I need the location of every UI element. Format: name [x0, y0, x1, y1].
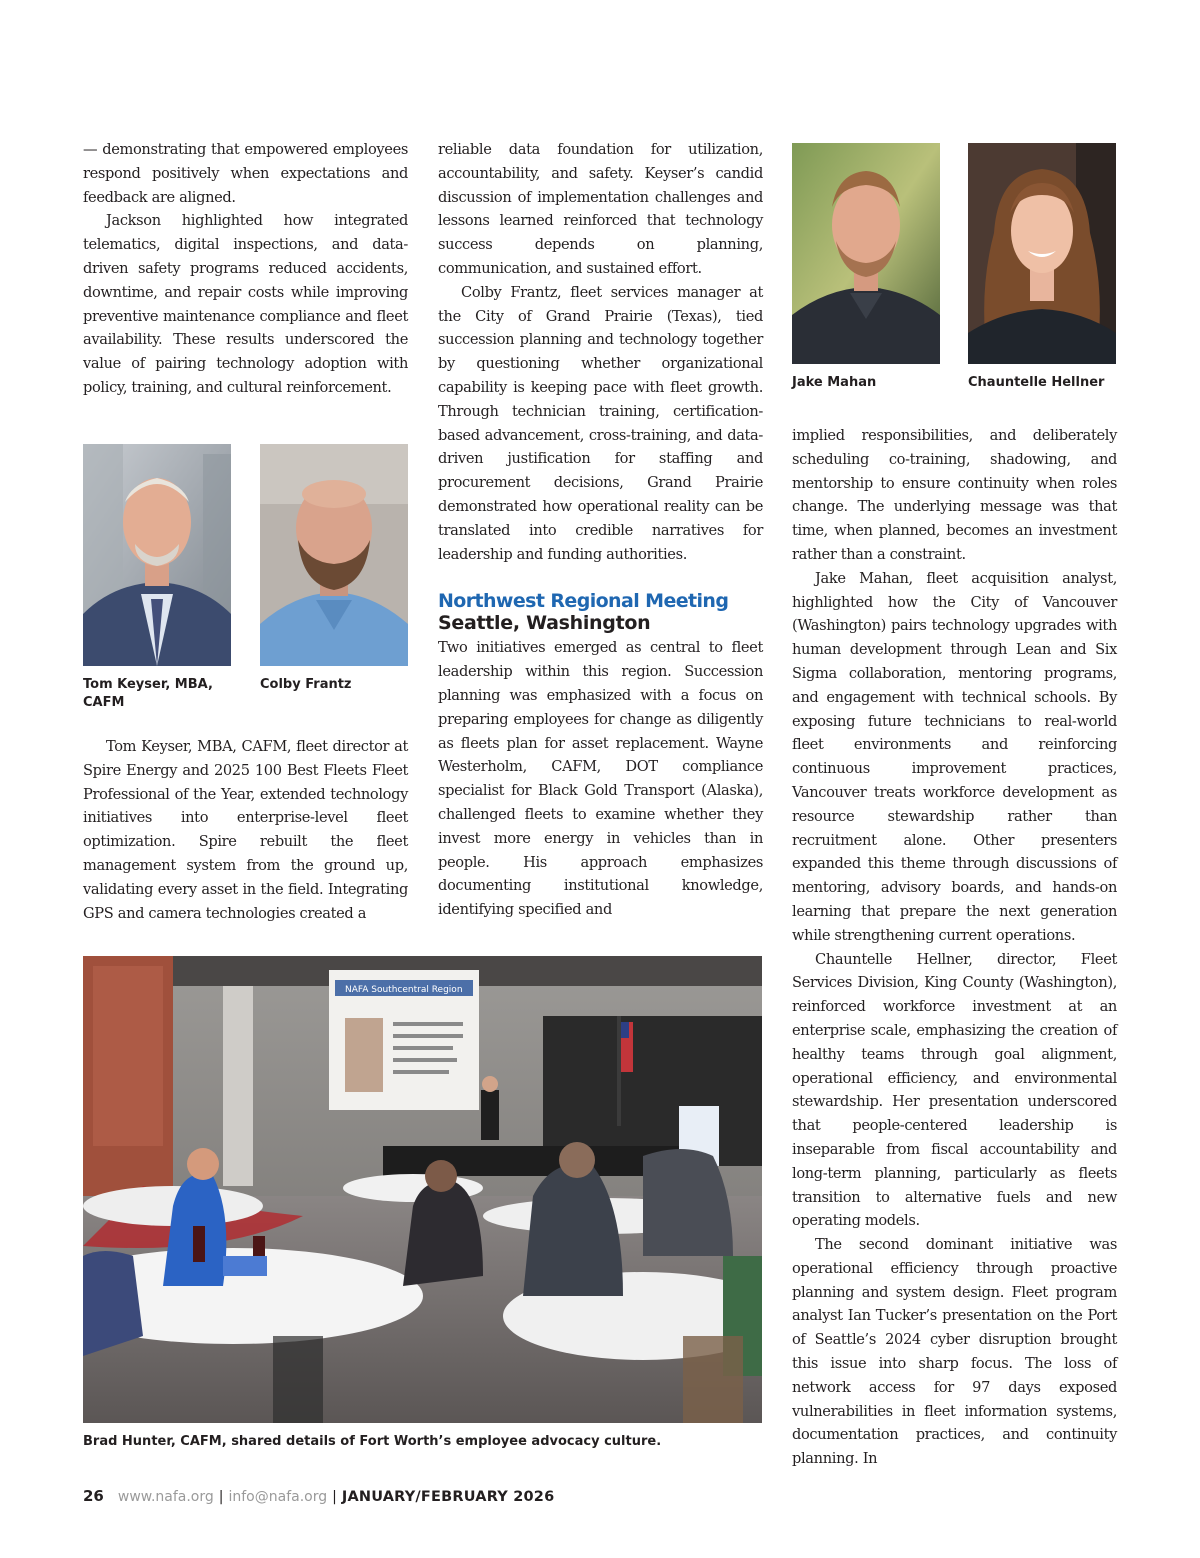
photo-colby-frantz	[260, 444, 408, 666]
body-paragraph: Colby Frantz, fleet services manager at the City of Grand Prairie (Texas), tied succession planning and technology together by questioning whether organizational capability is keeping pace with fleet growth. Through technician training, certification-based advancement, cross-training, and data-driven justification for staffing and procurement decisions, Grand Prairie demonstrated how operational reality can be translated into credible narratives for leadership and funding authorities.	[438, 283, 763, 563]
body-paragraph: Tom Keyser, MBA, CAFM, fleet director at Spire Energy and 2025 100 Best Fleets Fleet Professional of the Year, extended technology initiatives into enterprise-level fleet optimization. Spire rebuilt the fleet management system from the ground up, validating every asset in the field. Integrating GPS and camera technologies created a	[83, 738, 408, 922]
separator: |	[332, 1489, 337, 1505]
column-1-bottom	[83, 735, 408, 925]
body-paragraph: The second dominant initiative was operational efficiency through proactive planning and system design. Fleet program analyst Ian Tucker’s presentation on the Port of Seattle’s 2024 cyber disruption brought this issue into sharp focus. The loss of network access for 97 days exposed vulnerabilities in fleet information systems, documentation practices, and continuity planning. In	[792, 1236, 1117, 1468]
body-paragraph: Two initiatives emerged as central to fleet leadership within this region. Succession planning was emphasized with a focus on preparing employees for change as diligently as fleets plan for asset replacement. Wayne Westerholm, CAFM, DOT compliance specialist for Black Gold Transport (Alaska), challenged fleets to examine whether they invest more energy in vehicles than in people. His approach emphasizes documenting institutional knowledge, identifying specified and	[438, 639, 763, 919]
body-paragraph: Jake Mahan, fleet acquisition analyst, highlighted how the City of Vancouver (Washington) pairs technology upgrades with human development through Lean and Six Sigma collaboration, mentoring programs, and engagement with technical schools. By exposing future technicians to real-world fleet environments and reinforcing continuous improvement practices, Vancouver treats workforce development as resource stewardship rather than recruitment alone. Other presenters expanded this theme through discussions of mentoring, advisory boards, and hands-on learning that prepare the next generation while strengthening current operations.	[792, 569, 1117, 944]
page-footer	[83, 1485, 554, 1507]
body-paragraph: reliable data foundation for utilization, accountability, and safety. Keyser’s candid discussion of implementation challenges and lessons learned reinforced that technology success depends on planning, communication, and sustained effort.	[438, 141, 763, 277]
section-subheading: Seattle, Washington	[438, 612, 651, 635]
body-paragraph: Chauntelle Hellner, director, Fleet Services Division, King County (Washington), reinforced workforce investment at an enterprise scale, emphasizing the creation of healthy teams through goal alignment, operational efficiency, and environmental stewardship. Her presentation underscored that people-centered leadership is inseparable from fiscal accountability and long-term planning, particularly as fleets transition to alternative fuels and new operating models.	[792, 950, 1117, 1230]
body-paragraph: Jackson highlighted how integrated telematics, digital inspections, and data-driven safety programs reduced accidents, downtime, and repair costs while improving preventive maintenance compliance and fleet availability. These results underscored the value of pairing technology adoption with policy, training, and cultural reinforcement.	[83, 212, 408, 396]
body-paragraph: implied responsibilities, and deliberately scheduling co-training, shadowing, and mentorship to ensure continuity when roles change. The underlying message was that time, when planned, becomes an investment rather than a constraint.	[792, 427, 1117, 563]
body-paragraph: — demonstrating that empowered employees respond positively when expectations and feedback are aligned.	[83, 141, 408, 206]
column-2	[438, 138, 763, 922]
caption-chauntelle-hellner: Chauntelle Hellner	[968, 375, 1105, 390]
caption-colby-frantz: Colby Frantz	[260, 677, 352, 692]
website-link[interactable]: www.nafa.org	[117, 1489, 214, 1505]
caption-jake-mahan: Jake Mahan	[792, 375, 877, 390]
issue-date: JANUARY/FEBRUARY 2026	[341, 1489, 555, 1505]
photo-jake-mahan	[792, 143, 940, 364]
photo-tom-keyser	[83, 444, 231, 666]
caption-tom-keyser: Tom Keyser, MBA, CAFM	[83, 677, 213, 710]
page-number: 26	[83, 1487, 104, 1505]
column-3	[792, 424, 1117, 1471]
photo-chauntelle-hellner	[968, 143, 1116, 364]
email-link[interactable]: info@nafa.org	[228, 1489, 328, 1505]
section-heading: Northwest Regional Meeting	[438, 590, 729, 613]
projector-screen-title: NAFA Southcentral Region	[345, 985, 463, 995]
photo-meeting-room	[83, 956, 762, 1423]
separator: |	[218, 1489, 224, 1505]
caption-meeting-photo: Brad Hunter, CAFM, shared details of Fort Worth’s employee advocacy culture.	[83, 1434, 662, 1449]
column-1-top	[83, 138, 408, 400]
